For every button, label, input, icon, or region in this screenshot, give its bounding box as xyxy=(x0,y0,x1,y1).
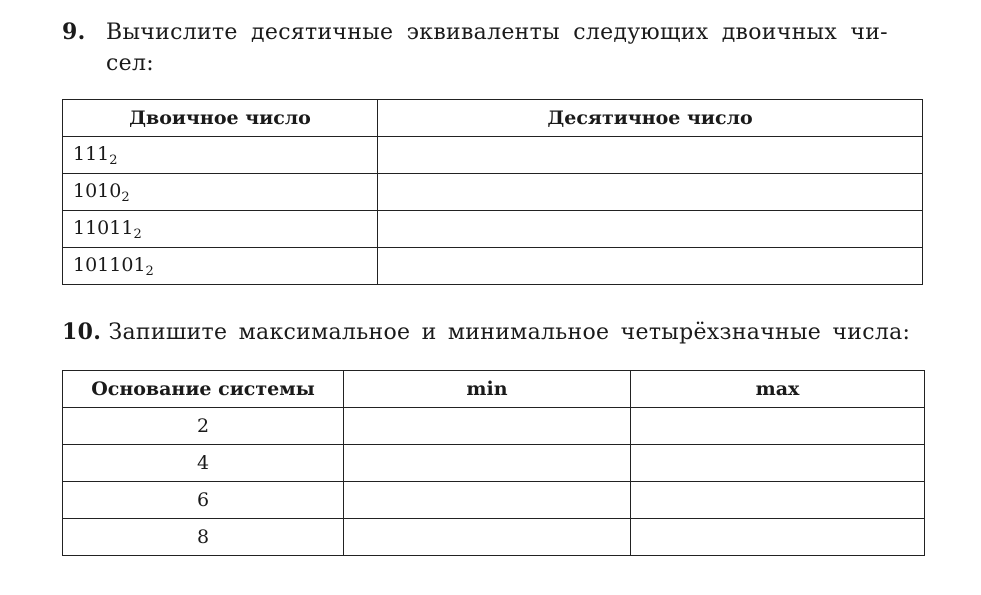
min-cell[interactable] xyxy=(344,408,631,445)
min-cell[interactable] xyxy=(344,445,631,482)
base-subscript: 2 xyxy=(109,152,118,168)
header-min: min xyxy=(344,371,631,408)
base-subscript: 2 xyxy=(145,263,154,279)
table-row xyxy=(63,408,925,445)
binary-value: 111 xyxy=(73,142,110,165)
base-subscript: 2 xyxy=(121,189,130,205)
answer-cell[interactable] xyxy=(378,211,923,248)
binary-value: 101101 xyxy=(73,253,146,276)
binary-cell xyxy=(63,174,378,211)
task-9-line2: сел: xyxy=(106,51,154,76)
task-9 xyxy=(62,17,922,79)
table-header-row xyxy=(63,100,923,137)
max-cell[interactable] xyxy=(631,445,925,482)
task-9-line1 xyxy=(62,17,922,48)
table-row xyxy=(63,211,923,248)
max-cell[interactable] xyxy=(631,482,925,519)
task-9-text-line1: Вычислите десятичные эквиваленты следующих двоичных чи- xyxy=(106,20,888,45)
answer-cell[interactable] xyxy=(378,137,923,174)
max-cell[interactable] xyxy=(631,519,925,556)
binary-value: 11011 xyxy=(73,216,134,239)
base-cell: 6 xyxy=(63,482,344,519)
max-cell[interactable] xyxy=(631,408,925,445)
table-row xyxy=(63,445,925,482)
header-base: Основание системы xyxy=(63,371,344,408)
table-row xyxy=(63,482,925,519)
table-row xyxy=(63,137,923,174)
min-cell[interactable] xyxy=(344,482,631,519)
task-9-number: 9. xyxy=(62,19,86,45)
binary-cell xyxy=(63,211,378,248)
min-cell[interactable] xyxy=(344,519,631,556)
base-cell: 4 xyxy=(63,445,344,482)
answer-cell[interactable] xyxy=(378,248,923,285)
base-subscript: 2 xyxy=(133,226,142,242)
task-10-number: 10. xyxy=(62,319,102,345)
base-cell: 2 xyxy=(63,408,344,445)
task-10-text: Запишите максимальное и минимальное четырёхзначные числа: xyxy=(108,320,911,345)
header-decimal: Десятичное число xyxy=(378,100,923,137)
base-cell: 8 xyxy=(63,519,344,556)
header-binary: Двоичное число xyxy=(63,100,378,137)
table-row xyxy=(63,174,923,211)
binary-decimal-table xyxy=(62,99,923,285)
header-max: max xyxy=(631,371,925,408)
min-max-table xyxy=(62,370,925,556)
answer-cell[interactable] xyxy=(378,174,923,211)
table-row xyxy=(63,519,925,556)
task-10 xyxy=(62,317,922,348)
binary-cell xyxy=(63,248,378,285)
table-row xyxy=(63,248,923,285)
table-header-row xyxy=(63,371,925,408)
binary-cell xyxy=(63,137,378,174)
binary-value: 1010 xyxy=(73,179,122,202)
